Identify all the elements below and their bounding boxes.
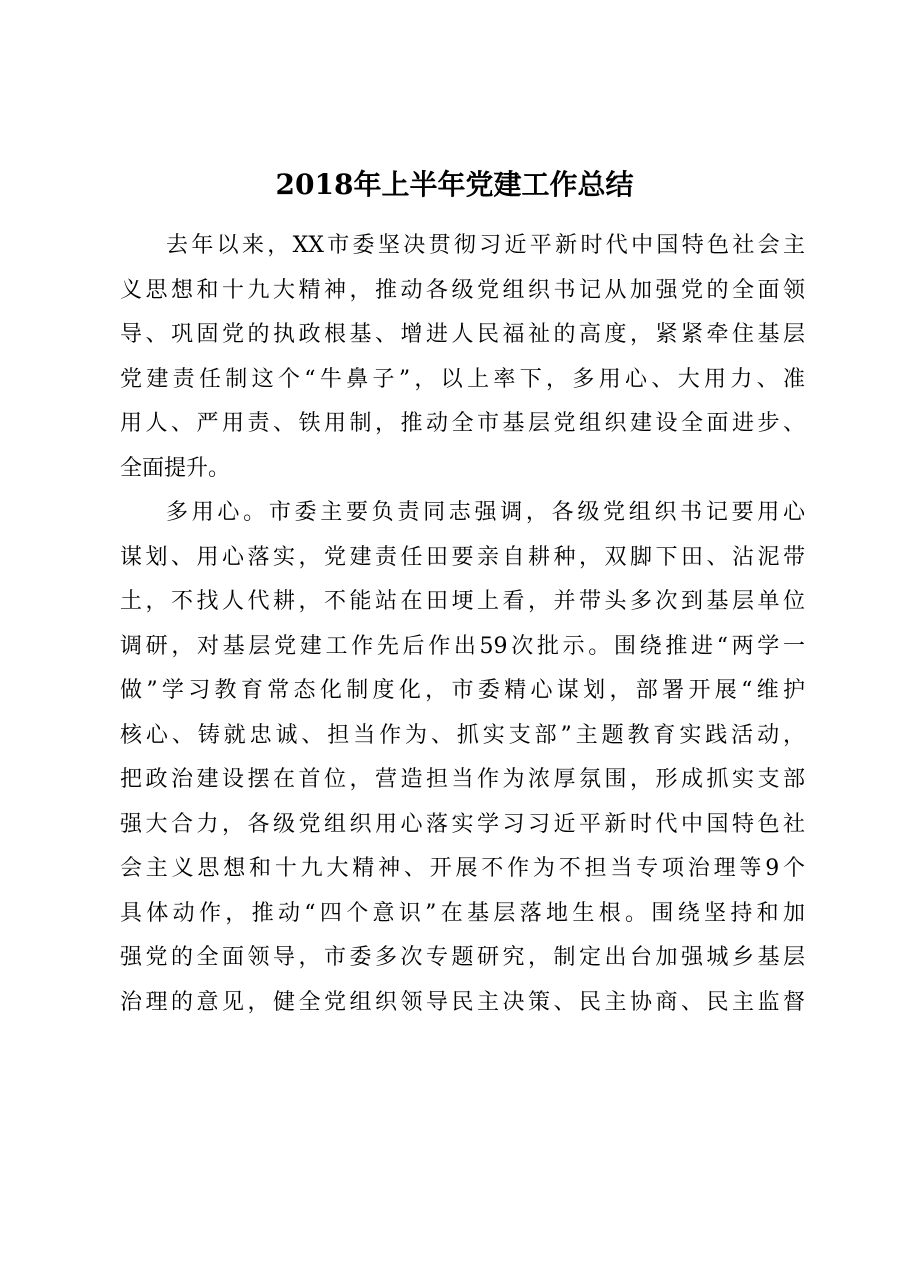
text-line: 调研，对基层党建工作先后作出59次批示。围绕推进“两学一 [120, 633, 805, 659]
text-line: 做”学习教育常态化制度化，市委精心谋划，部署开展“维护 [120, 678, 805, 703]
text-line: 用人、严用责、铁用制，推动全市基层党组织建设全面进步、 [120, 411, 805, 436]
text-line: 谋划、用心落实，党建责任田要亲自耕种，双脚下田、沾泥带 [120, 544, 805, 570]
text-line: 去年以来，XX市委坚决贯彻习近平新时代中国特色社会主 [166, 233, 805, 258]
text-line: 核心、铸就忠诚、担当作为、抓实支部”主题教育实践活动， [120, 722, 805, 748]
text-line: 把政治建设摆在首位，营造担当作为浓厚氛围，形成抓实支部 [120, 767, 805, 792]
text-line: 党建责任制这个“牛鼻子”，以上率下，多用心、大用力、准 [120, 366, 805, 392]
text-line: 具体动作，推动“四个意识”在基层落地生根。围绕坚持和加 [120, 900, 805, 926]
paragraph-2 [120, 491, 805, 1025]
text-line: 治理的意见，健全党组织领导民主决策、民主协商、民主监督 [120, 989, 805, 1015]
document-body [120, 224, 805, 1025]
paragraph-1 [120, 224, 805, 491]
text-line: 义思想和十九大精神，推动各级党组织书记从加强党的全面领 [120, 277, 805, 303]
text-line: 土，不找人代耕，不能站在田埂上看，并带头多次到基层单位 [120, 589, 805, 614]
text-line: 多用心。市委主要负责同志强调，各级党组织书记要用心 [166, 500, 805, 525]
text-line: 导、巩固党的执政根基、增进人民福祉的高度，紧紧牵住基层 [120, 322, 805, 347]
text-line: 全面提升。 [120, 455, 231, 481]
document-title: 2018年上半年党建工作总结 [275, 168, 634, 201]
text-line: 会主义思想和十九大精神、开展不作为不担当专项治理等9个 [120, 856, 805, 881]
text-line: 强党的全面领导，市委多次专题研究，制定出台加强城乡基层 [120, 945, 805, 970]
text-line: 强大合力，各级党组织用心落实学习习近平新时代中国特色社 [120, 811, 805, 837]
